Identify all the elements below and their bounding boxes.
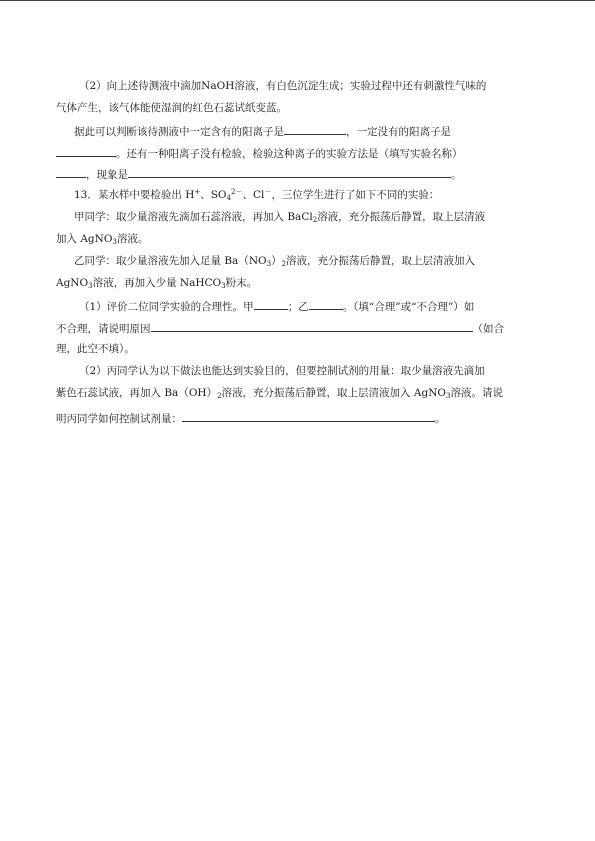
blank-reason[interactable] [151, 320, 473, 332]
part-2-line-2: 紫色石蕊试液，再加入 $Ba(OH)_2$溶液，充分振荡后静置，取上层清液加入 AgNO$_3$溶液。请说 [56, 387, 503, 400]
para-judge-line-1: 据此可以判断该待测液中一定含有的阳离子是 ，一定没有的阳离子是 [0, 123, 595, 139]
blank-cation-present[interactable] [284, 123, 346, 135]
blank-reagent-control[interactable] [182, 410, 435, 422]
para-naoh-line-2: 气体产生，该气体能使湿润的红色石蕊试纸变蓝。 [56, 102, 287, 114]
blank-phenomenon[interactable] [128, 166, 451, 178]
part-1-line-2: 不合理，请说明原因 （如合 [0, 320, 595, 336]
blank-cation-absent[interactable] [56, 145, 116, 157]
blank-jia-evaluation[interactable] [254, 298, 288, 310]
question-13-intro: 13．某水样中要检验出 H+、$SO_4^{2-}$、Cl－，三位学生进行了如下不同的实验： [74, 188, 440, 202]
para-judge-line-3: ，现象是 。 [0, 166, 595, 182]
para-naoh-line-1: （2）向上述待测液中滴加NaOH溶液，有白色沉淀生成；实验过程中还有刺激性气味的 [79, 80, 487, 92]
part-2-line-1: （2）丙同学认为以下做法也能达到实验目的，但要控制试剂的用量：取少量溶液先滴加 [79, 365, 485, 377]
part-1-line-1: （1）评价二位同学实验的合理性。甲 ；乙 。（填“合理”或“不合理”）如 [0, 298, 595, 314]
part-1-line-3: 理，此空不填）。 [56, 343, 135, 355]
part-2-line-3: 明丙同学如何控制试剂量： 。 [0, 410, 595, 426]
student-jia-line-2: 加入 AgNO$_3$溶液。 [56, 233, 149, 246]
para-judge-line-2: 。还有一种阳离子没有检验，检验这种离子的实验方法是（填写实验名称） [0, 145, 595, 161]
blank-yi-evaluation[interactable] [309, 298, 343, 310]
student-jia-line-1: 甲同学：取少量溶液先滴加石蕊溶液，再加入 BaCl$_2$溶液，充分振荡后静置，取上层清液 [74, 211, 486, 224]
student-yi-line-2: AgNO$_3$溶液，再加入少量 NaHCO$_3$粉末。 [56, 277, 258, 290]
student-yi-line-1: 乙同学：取少量溶液先加入足量 $Ba(NO_3)_2$溶液，充分振荡后静置，取上层清液加入 [74, 255, 476, 268]
blank-test-method[interactable] [56, 166, 86, 178]
